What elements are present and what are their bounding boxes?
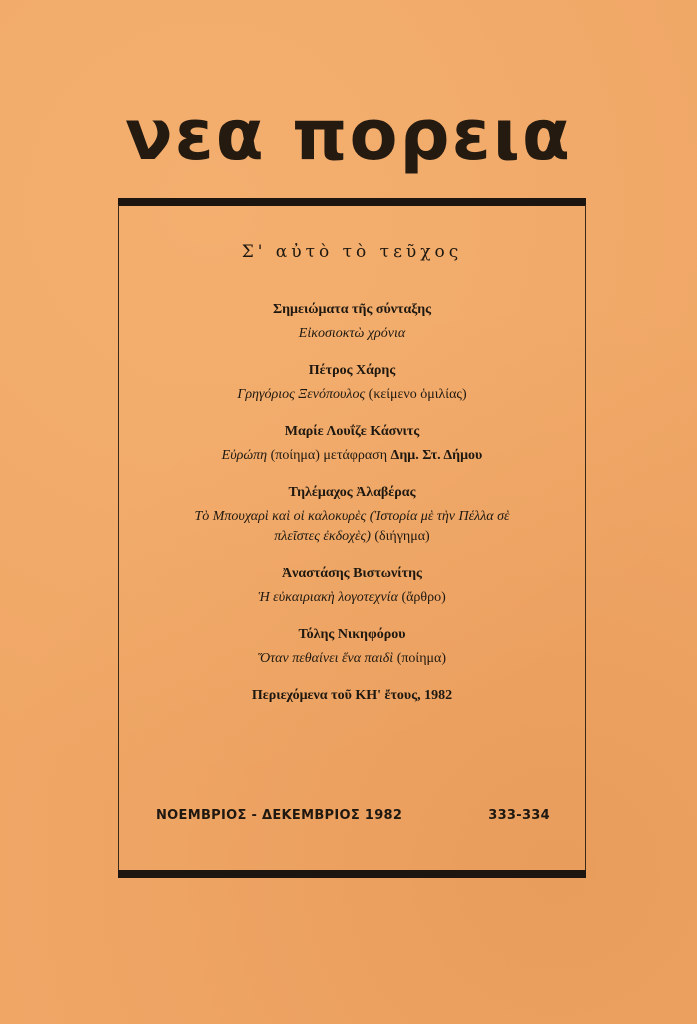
entry-author: Μαρίε Λουΐζε Κάσνιτς bbox=[284, 424, 420, 439]
entry-author: Τηλέμαχος Ἀλαβέρας bbox=[288, 485, 416, 500]
work-note: (διήγημα) bbox=[374, 529, 430, 544]
work-title: Ἡ εὐκαιριακὴ λογοτεχνία bbox=[258, 590, 398, 605]
entry-work bbox=[140, 385, 564, 405]
entry-work bbox=[140, 588, 564, 608]
translator-name: Δημ. Στ. Δήμου bbox=[390, 448, 483, 463]
contents-heading: Σ' αὐτὸ τὸ τεῦχος bbox=[241, 242, 463, 262]
table-of-contents bbox=[140, 300, 564, 723]
contents-entry bbox=[140, 361, 564, 405]
issue-number: 333-334 bbox=[488, 808, 550, 823]
work-title: Εὐρώπη bbox=[221, 448, 268, 463]
annual-contents-title: Περιεχόμενα τοῦ ΚΗ' ἔτους, 1982 bbox=[251, 688, 453, 703]
issue-footer bbox=[156, 808, 550, 823]
contents-entry bbox=[140, 483, 564, 547]
work-title: Τὸ Μπουχαρὶ καὶ οἱ καλοκυρὲς (Ἱστορία μὲ τὴν Πέλλα σὲ bbox=[194, 509, 510, 524]
entry-author: Τόλης Νικηφόρου bbox=[298, 627, 406, 642]
work-title: Ὅταν πεθαίνει ἕνα παιδὶ bbox=[257, 651, 394, 666]
contents-entry bbox=[140, 300, 564, 344]
work-note: (ποίημα) bbox=[396, 651, 447, 666]
masthead-title: νεα πορεια bbox=[124, 94, 572, 176]
entry-author: Ἀναστάσης Βιστωνίτης bbox=[282, 566, 422, 581]
work-note: (ποίημα) μετάφραση bbox=[270, 448, 388, 463]
work-title: Γρηγόριος Ξενόπουλος bbox=[237, 387, 366, 402]
entry-work bbox=[140, 507, 564, 547]
work-title-continued: πλεῖστες ἐκδοχὲς) bbox=[274, 529, 371, 544]
contents-entry bbox=[140, 625, 564, 669]
entry-work bbox=[140, 649, 564, 669]
issue-date: ΝΟΕΜΒΡΙΟΣ - ΔΕΚΕΜΒΡΙΟΣ 1982 bbox=[156, 808, 403, 823]
work-title: Εἰκοσιοκτὼ χρόνια bbox=[298, 326, 406, 341]
bottom-rule bbox=[118, 870, 586, 878]
contents-entry bbox=[140, 422, 564, 466]
entry-work bbox=[140, 446, 564, 466]
entry-author: Πέτρος Χάρης bbox=[308, 363, 396, 378]
entry-author: Σημειώματα τῆς σύνταξης bbox=[272, 302, 432, 317]
work-note: (ἄρθρο) bbox=[401, 590, 446, 605]
contents-entry bbox=[140, 564, 564, 608]
entry-work bbox=[140, 324, 564, 344]
contents-entry bbox=[140, 686, 564, 706]
work-note: (κείμενο ὁμιλίας) bbox=[368, 387, 467, 402]
